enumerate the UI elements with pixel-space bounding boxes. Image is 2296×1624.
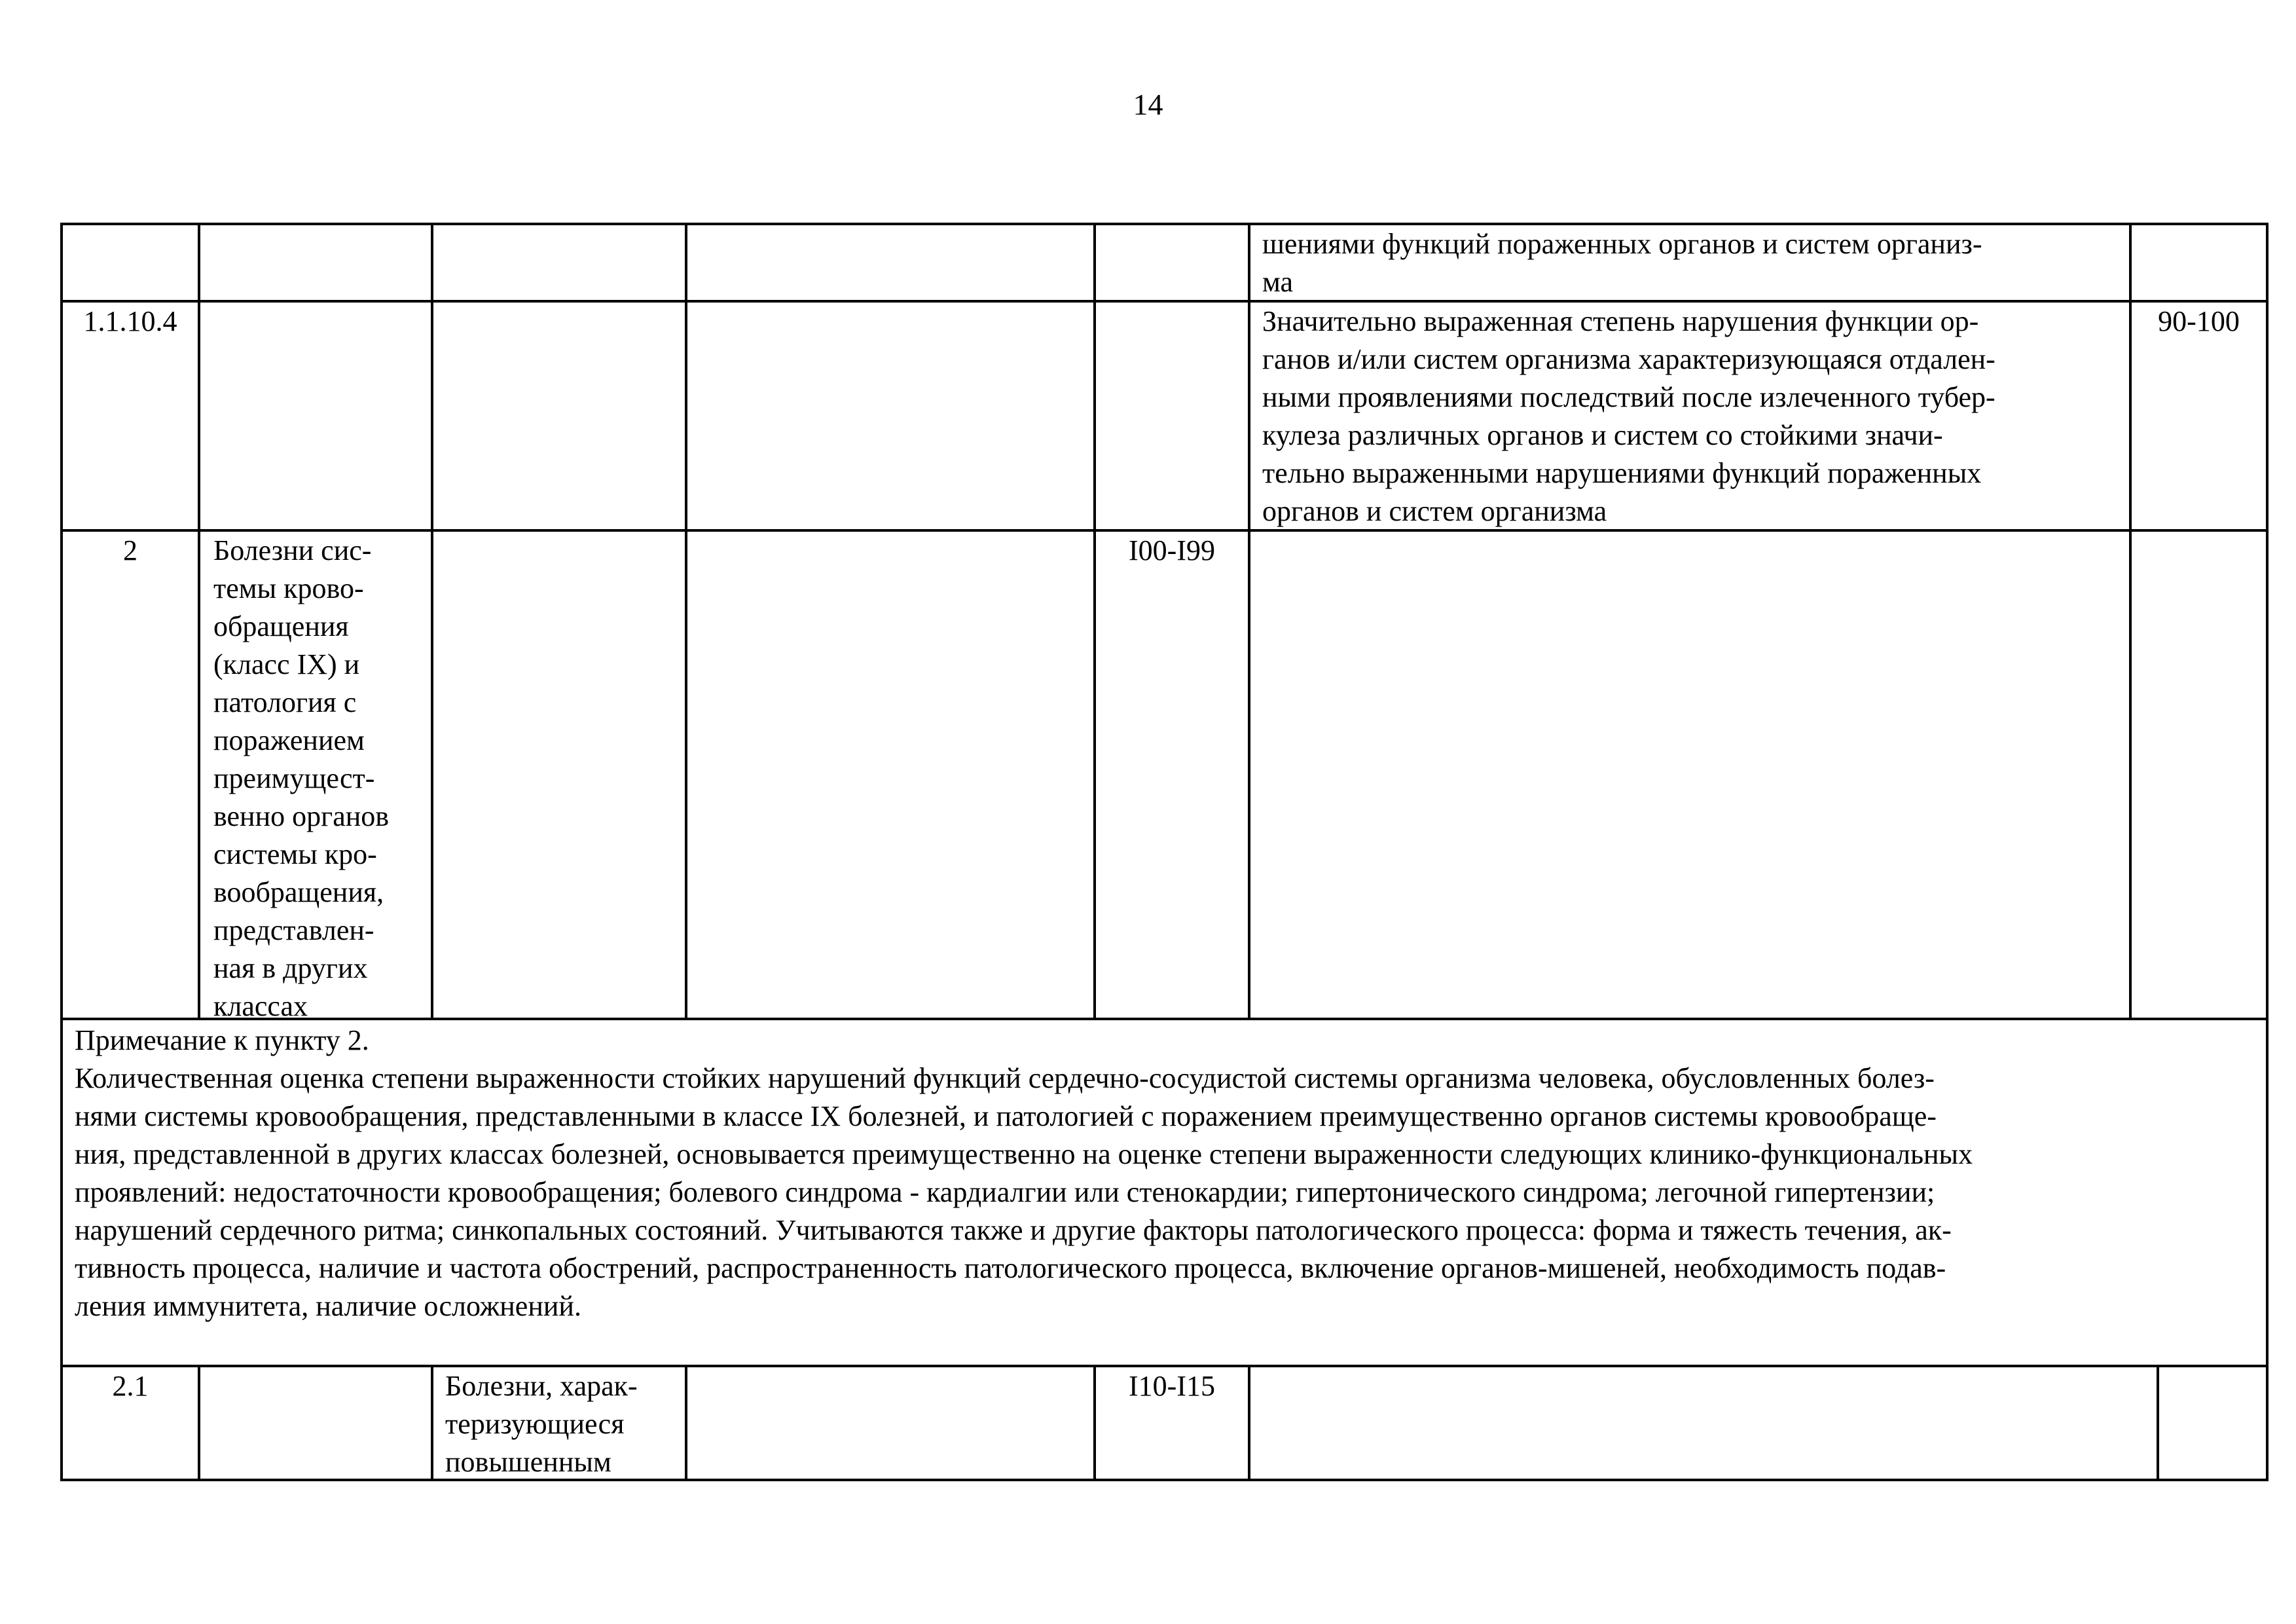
column-divider bbox=[2129, 223, 2132, 1020]
row-icd-code: I00-I99 bbox=[1129, 534, 1215, 566]
row-number: 2 bbox=[123, 534, 137, 566]
description-line: кулеза различных органов и систем со стойкими значи- bbox=[1262, 419, 1943, 451]
column-divider bbox=[2157, 1365, 2159, 1481]
description-line: тельно выраженными нарушениями функций пораженных bbox=[1262, 457, 1982, 489]
column-divider bbox=[685, 223, 687, 1020]
class-name-line: поражением bbox=[213, 724, 365, 756]
description-line: органов и систем организма bbox=[1262, 495, 1607, 527]
disease-line: повышенным bbox=[445, 1446, 611, 1478]
class-name-line: ная в других bbox=[213, 952, 368, 984]
description-line: ганов и/или систем организма характеризующаяся отдален- bbox=[1262, 343, 1995, 375]
row-class-name bbox=[213, 532, 428, 1025]
class-name-line: обращения bbox=[213, 610, 349, 642]
description-line: ными проявлениями последствий после излеченного тубер- bbox=[1262, 381, 1995, 413]
column-divider bbox=[431, 1365, 433, 1481]
note-line: нарушений сердечного ритма; синкопальных состояний. Учитываются также и другие факторы патологического процесса: форма и тяжесть течения, ак- bbox=[75, 1214, 1952, 1246]
row-disease bbox=[445, 1367, 682, 1481]
description-line: шениями функций пораженных органов и систем организ- bbox=[1262, 228, 1982, 260]
table-border-bottom bbox=[60, 1479, 2269, 1481]
column-divider bbox=[431, 223, 433, 1020]
class-name-line: преимущест- bbox=[213, 762, 375, 794]
row-description bbox=[1262, 303, 2117, 530]
column-divider bbox=[685, 1365, 687, 1481]
row-number: 1.1.10.4 bbox=[83, 305, 177, 337]
column-divider bbox=[198, 223, 200, 1020]
column-divider bbox=[198, 1365, 200, 1481]
note-line: тивность процесса, наличие и частота обострений, распространенность патологического процесса, включение органов-мишеней, необходимость подав- bbox=[75, 1252, 1946, 1284]
table-border-left bbox=[60, 223, 63, 1481]
column-divider bbox=[1248, 223, 1250, 1020]
note bbox=[75, 1022, 2252, 1325]
class-name-line: венно органов bbox=[213, 800, 390, 832]
row-continuation-description bbox=[1262, 225, 2117, 301]
class-name-line: системы кро- bbox=[213, 838, 377, 870]
class-name-line: классах bbox=[213, 990, 308, 1022]
note-title: Примечание к пункту 2. bbox=[75, 1024, 369, 1056]
note-line: Количественная оценка степени выраженности стойких нарушений функций сердечно-сосудистой системы организма человека, обусловленных болез- bbox=[75, 1062, 1935, 1094]
column-divider bbox=[1093, 223, 1096, 1020]
table-border-right bbox=[2266, 223, 2269, 1481]
column-divider bbox=[1248, 1365, 1250, 1481]
disease-line: Болезни, харак- bbox=[445, 1370, 638, 1402]
page-number: 14 bbox=[1133, 88, 1163, 121]
row-percent: 90-100 bbox=[2158, 305, 2240, 337]
class-name-line: вообращения, bbox=[213, 876, 384, 908]
description-line: Значительно выраженная степень нарушения функции ор- bbox=[1262, 305, 1979, 337]
note-line: ления иммунитета, наличие осложнений. bbox=[75, 1290, 581, 1322]
description-line: ма bbox=[1262, 266, 1294, 298]
class-name-line: Болезни сис- bbox=[213, 534, 372, 566]
class-name-line: (класс IX) и bbox=[213, 648, 360, 680]
note-line: проявлений: недостаточности кровообращения; болевого синдрома - кардиалгии или стенокардии; гипертонического синдрома; легочной гипертензии; bbox=[75, 1176, 1935, 1208]
disease-line: теризующиеся bbox=[445, 1408, 625, 1440]
row-number: 2.1 bbox=[112, 1370, 149, 1402]
class-name-line: темы крово- bbox=[213, 572, 364, 604]
class-name-line: представлен- bbox=[213, 914, 374, 946]
note-line: нями системы кровообращения, представленными в классе IX болезней, и патологией с поражением преимущественно органов системы кровообраще- bbox=[75, 1100, 1937, 1132]
row-icd-code: I10-I15 bbox=[1129, 1370, 1215, 1402]
class-name-line: патология с bbox=[213, 686, 357, 718]
note-line: ния, представленной в других классах болезней, основывается преимущественно на оценке степени выраженности следующих клинико-функциональных bbox=[75, 1138, 1973, 1170]
